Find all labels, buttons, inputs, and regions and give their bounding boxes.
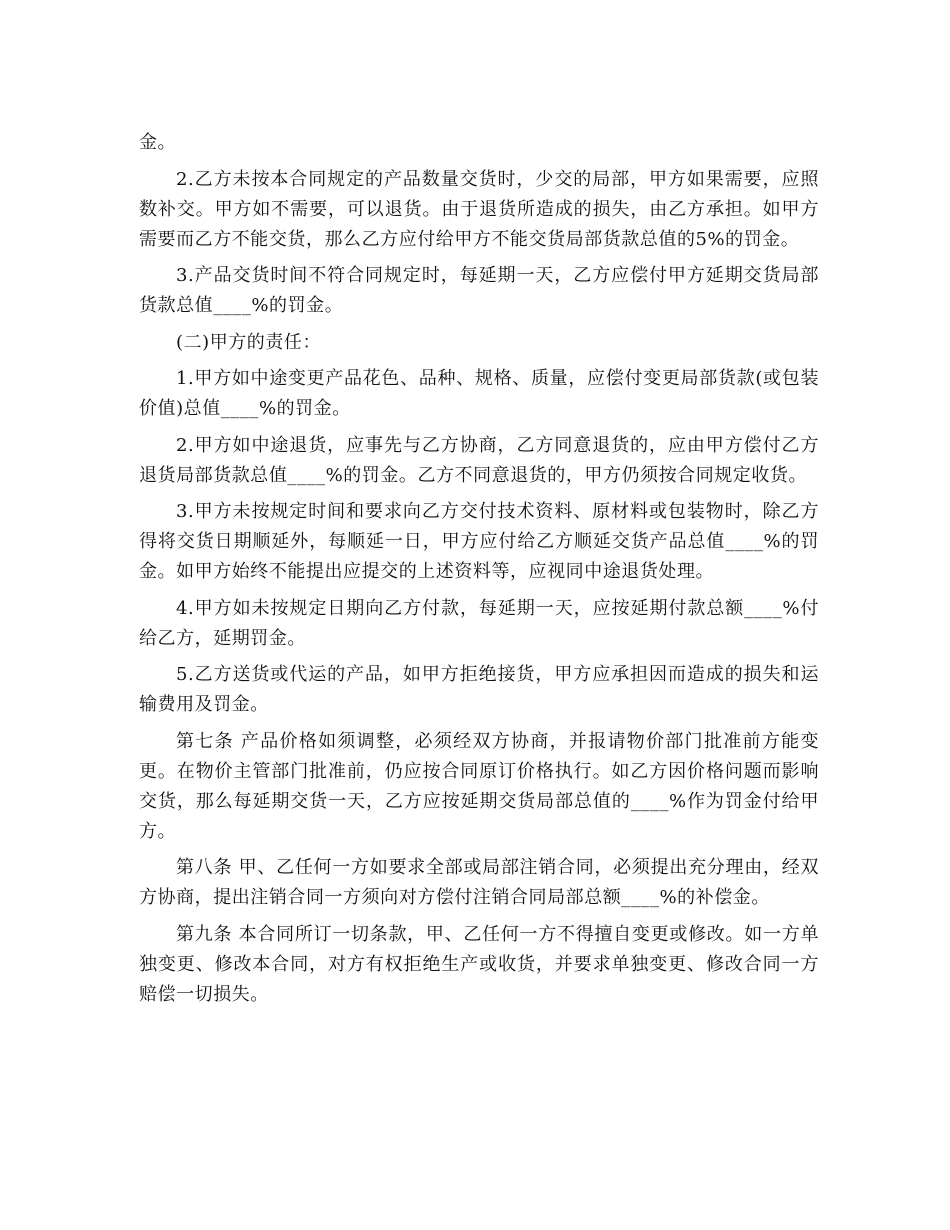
paragraph-continuation: 金。 xyxy=(139,132,177,153)
paragraph-article-7: 第七条 产品价格如须调整，必须经双方协商，并报请物价部门批准前方能变更。在物价主管部门批准前，仍应按合同原订价格执行。如乙方因价格问题而影响交货，那么每延期交货一天，乙方应按延期交货局部总值的____%作为罚金付给甲方。 xyxy=(139,730,819,842)
paragraph-clause-3-delivery-time: 3.产品交货时间不符合同规定时，每延期一天，乙方应偿付甲方延期交货局部货款总值____%的罚金。 xyxy=(139,265,819,316)
paragraph-article-8: 第八条 甲、乙任何一方如要求全部或局部注销合同，必须提出充分理由，经双方协商，提出注销合同一方须向对方偿付注销合同局部总额____%的补偿金。 xyxy=(139,857,819,908)
paragraph-article-9: 第九条 本合同所订一切条款，甲、乙任何一方不得擅自变更或修改。如一方单独变更、修改本合同，对方有权拒绝生产或收货，并要求单独变更、修改合同一方赔偿一切损失。 xyxy=(139,923,819,1005)
paragraph-party-a-item-3: 3.甲方未按规定时间和要求向乙方交付技术资料、原材料或包装物时，除乙方得将交货日期顺延外，每顺延一日，甲方应付给乙方顺延交货产品总值____%的罚金。如甲方始终不能提出应提交的上述资料等，应视同中途退货处理。 xyxy=(139,501,819,582)
paragraph-party-a-item-4: 4.甲方如未按规定日期向乙方付款，每延期一天，应按延期付款总额____%付给乙方，延期罚金。 xyxy=(139,597,819,649)
section-heading-party-a-liability: (二)甲方的责任： xyxy=(176,331,321,353)
document-body xyxy=(139,128,819,1016)
paragraph-party-a-item-5: 5.乙方送货或代运的产品，如甲方拒绝接货，甲方应承担因而造成的损失和运输费用及罚金。 xyxy=(139,664,819,715)
paragraph-party-a-item-2: 2.甲方如中途退货，应事先与乙方协商，乙方同意退货的，应由甲方偿付乙方退货局部货款总值____%的罚金。乙方不同意退货的，甲方仍须按合同规定收货。 xyxy=(139,434,819,486)
paragraph-party-a-item-1: 1.甲方如中途变更产品花色、品种、规格、质量，应偿付变更局部货款(或包装价值)总值____%的罚金。 xyxy=(139,368,819,419)
paragraph-clause-2-quantity: 2.乙方未按本合同规定的产品数量交货时，少交的局部，甲方如果需要，应照数补交。甲方如不需要，可以退货。由于退货所造成的损失，由乙方承担。如甲方需要而乙方不能交货，那么乙方应付给甲方不能交货局部货款总值的5%的罚金。 xyxy=(139,168,819,250)
